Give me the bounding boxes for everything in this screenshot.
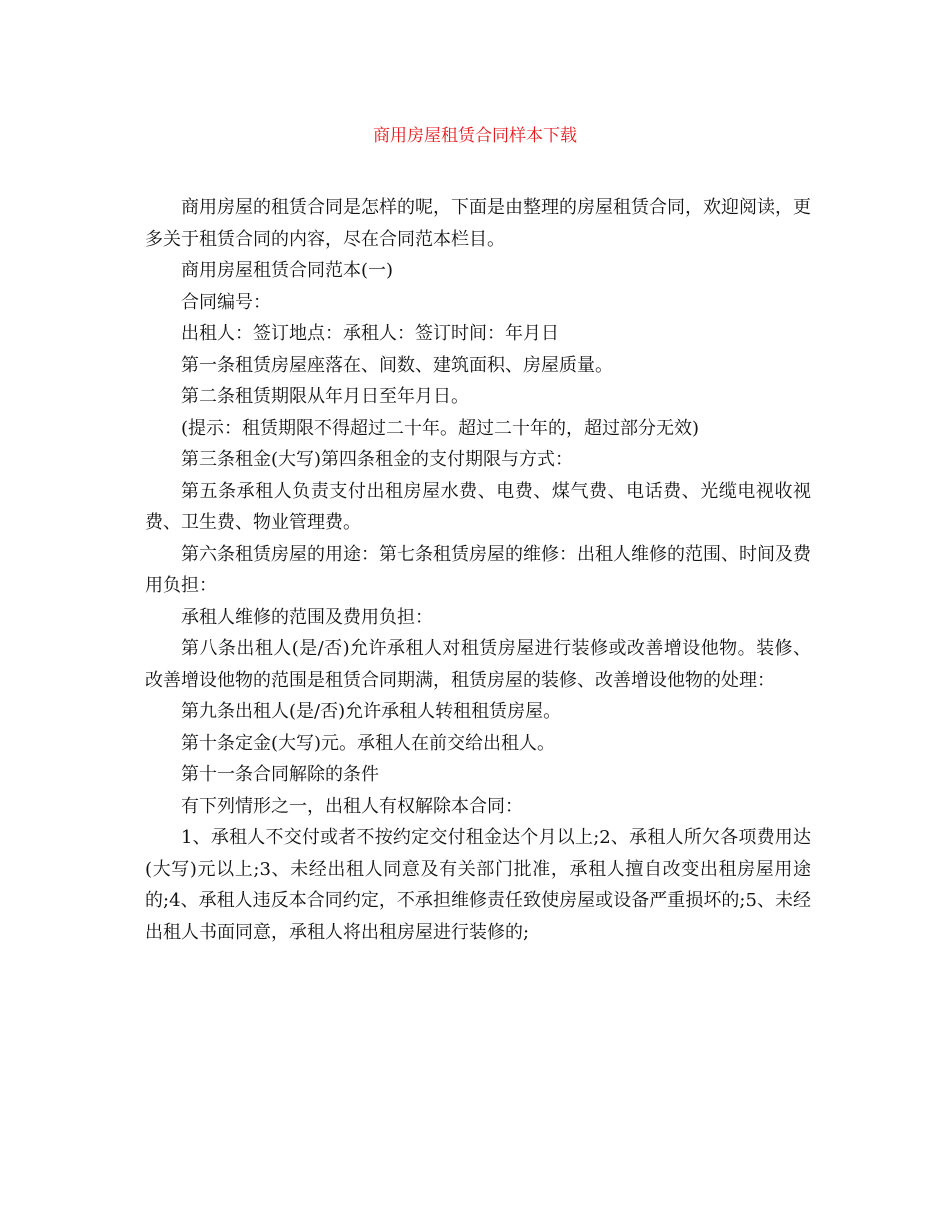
paragraph-article-11: 第十一条合同解除的条件: [181, 764, 379, 785]
paragraph-article-8: 第八条出租人(是/否)允许承租人对租赁房屋进行装修或改善增设他物。装修、改善增设他物的范围是租赁合同期满，租赁房屋的装修、改善增设他物的处理：: [145, 638, 811, 691]
paragraph-article-10: 第十条定金(大写)元。承租人在前交给出租人。: [181, 732, 556, 754]
paragraph-template-heading: 商用房屋租赁合同范本(一): [181, 260, 394, 281]
paragraph-termination-intro: 有下列情形之一，出租人有权解除本合同：: [181, 795, 523, 817]
paragraph-termination-conditions: 1、承租人不交付或者不按约定交付租金达个月以上;2、承租人所欠各项费用达(大写)元以上;3、未经出租人同意及有关部门批准，承租人擅自改变出租房屋用途的;4、承租人违反本合同约定，不承担维修责任致使房屋或设备严重损坏的;5、未经出租人书面同意，承租人将出租房屋进行装修的;: [145, 827, 811, 943]
paragraph-note: (提示：租赁期限不得超过二十年。超过二十年的，超过部分无效): [181, 417, 700, 439]
document-title: 商用房屋租赁合同样本下载: [373, 126, 577, 146]
paragraph-intro: 商用房屋的租赁合同是怎样的呢，下面是由整理的房屋租赁合同，欢迎阅读，更多关于租赁合同的内容，尽在合同范本栏目。: [145, 197, 811, 250]
paragraph-article-6-7: 第六条租赁房屋的用途：第七条租赁房屋的维修：出租人维修的范围、时间及费用负担：: [145, 543, 811, 596]
paragraph-parties: 出租人：签订地点：承租人：签订时间：年月日: [181, 323, 559, 344]
paragraph-article-5: 第五条承租人负责支付出租房屋水费、电费、煤气费、电话费、光缆电视收视费、卫生费、物业管理费。: [145, 480, 811, 533]
paragraph-contract-number: 合同编号：: [181, 291, 271, 313]
document-body: [145, 192, 811, 948]
paragraph-lessee-repair: 承租人维修的范围及费用负担：: [181, 606, 433, 628]
paragraph-article-1: 第一条租赁房屋座落在、间数、建筑面积、房屋质量。: [181, 354, 613, 376]
paragraph-article-2: 第二条租赁期限从年月日至年月日。: [181, 386, 469, 407]
paragraph-article-3-4: 第三条租金(大写)第四条租金的支付期限与方式：: [181, 449, 574, 470]
paragraph-article-9: 第九条出租人(是/否)允许承租人转租租赁房屋。: [181, 701, 562, 722]
